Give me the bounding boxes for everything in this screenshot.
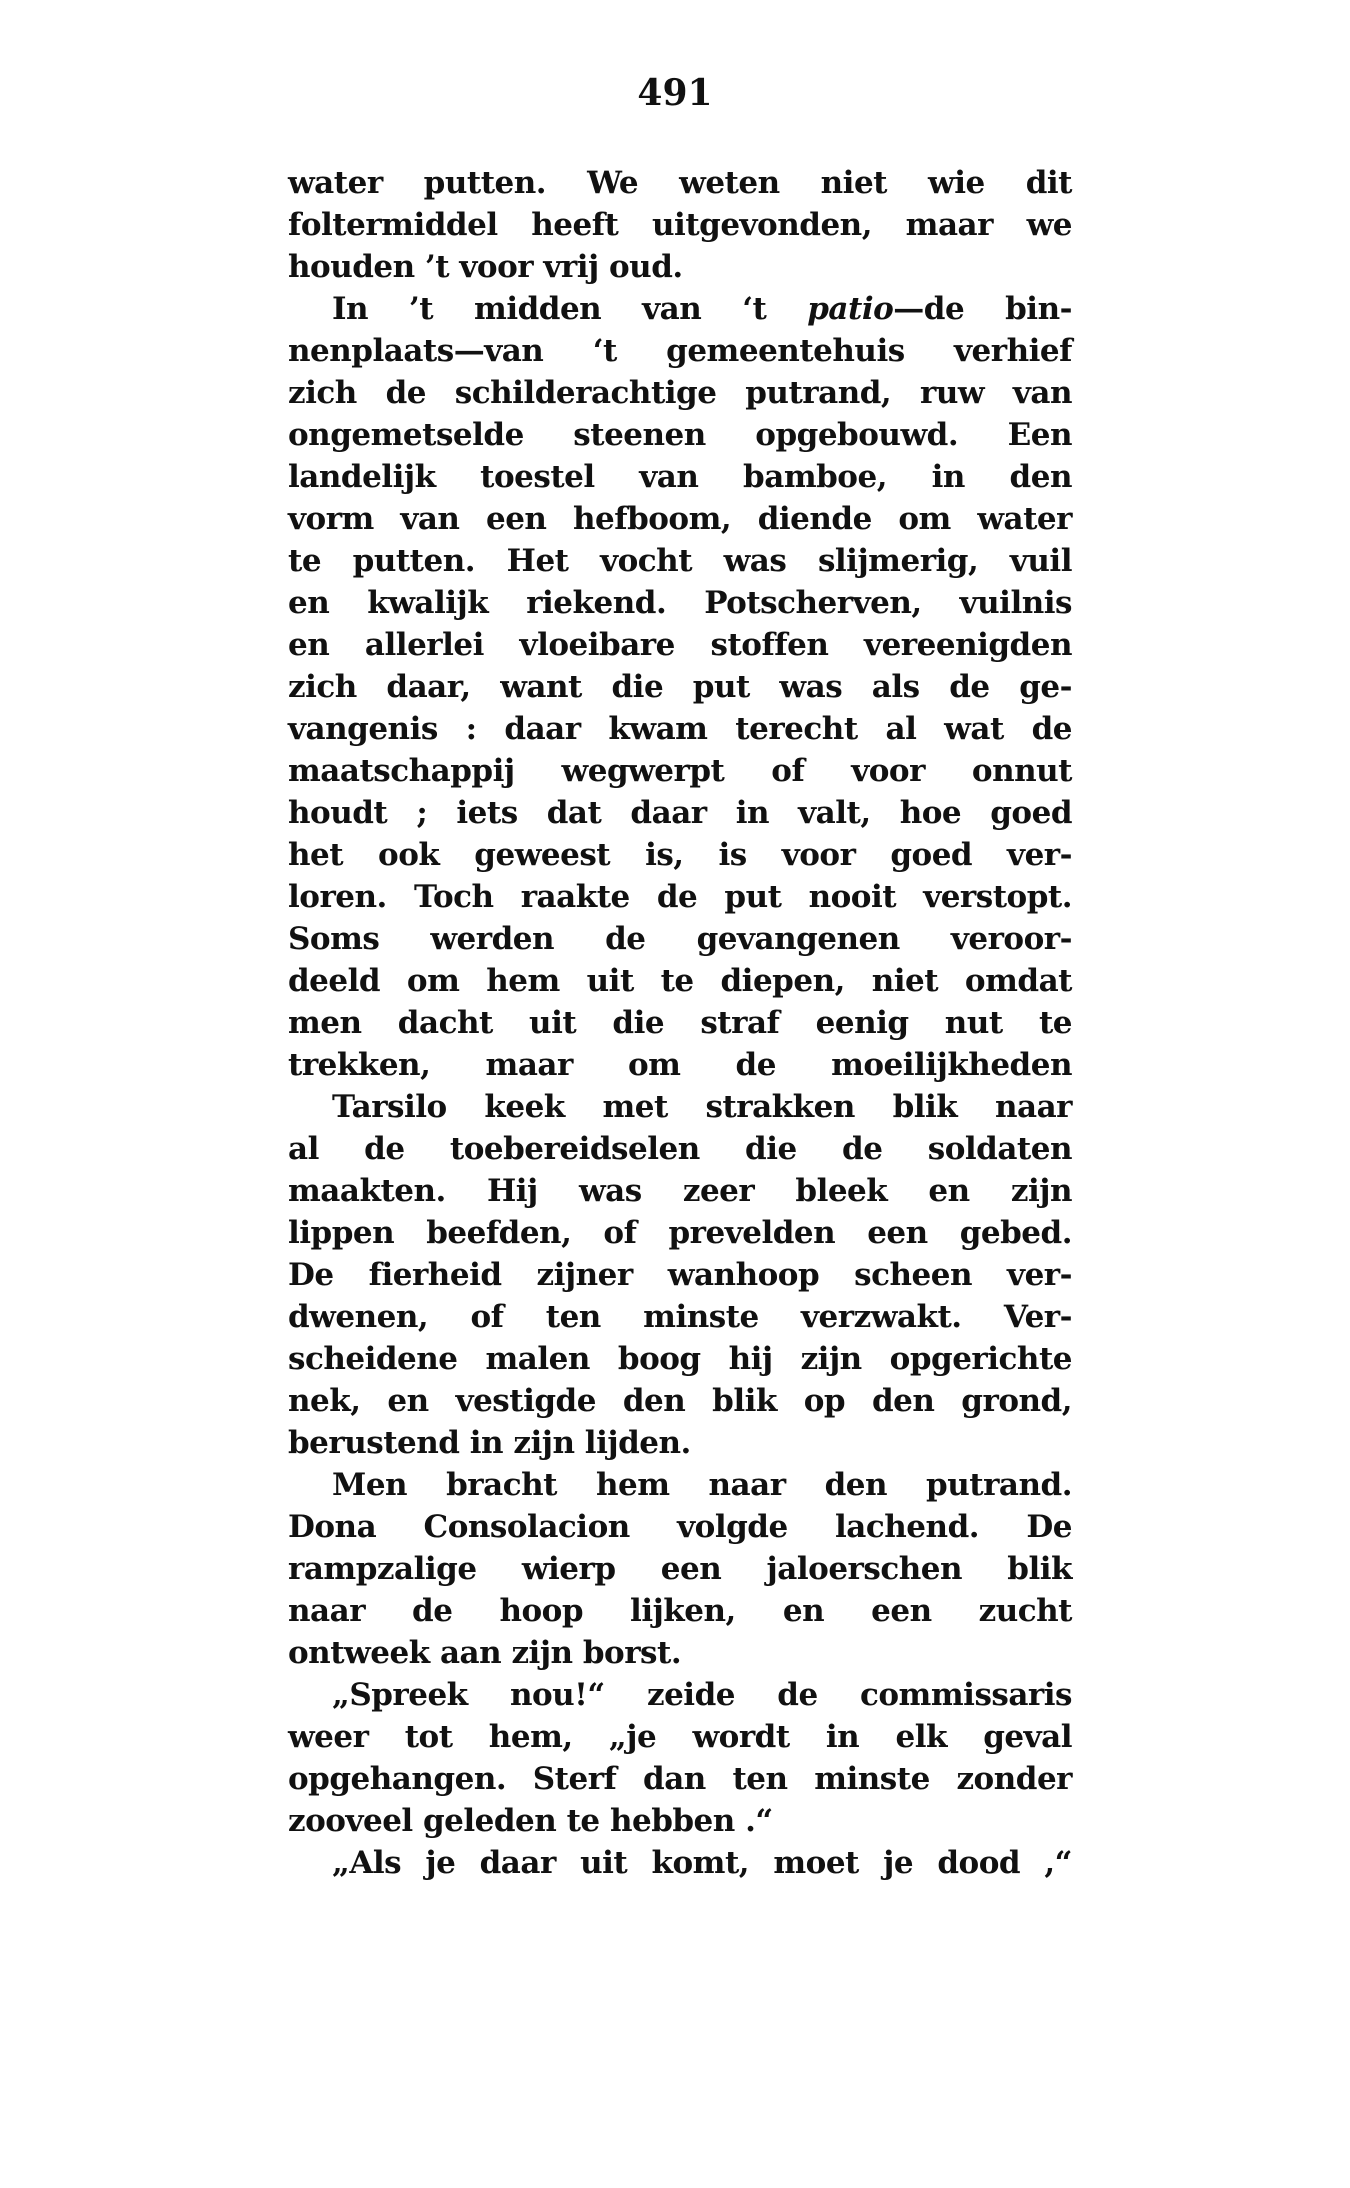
text-line: ontweek aan zijn borst. (288, 1635, 682, 1671)
text-line: berustend in zijn lijden. (288, 1425, 691, 1461)
text-line: en kwalijk riekend. Potscherven, vuilnis (288, 585, 1072, 621)
text-line: ongemetselde steenen opgebouwd. Een (288, 417, 1072, 453)
text-line: vangenis : daar kwam terecht al wat de (288, 711, 1072, 747)
text-line: vorm van een hefboom, diende om water (288, 501, 1072, 537)
text-line: rampzalige wierp een jaloerschen blik (288, 1551, 1072, 1587)
text-line: „Als je daar uit komt, moet je dood ,“ (332, 1845, 1072, 1881)
page-body-text (288, 162, 1072, 1884)
text-line: men dacht uit die straf eenig nut te (288, 1005, 1072, 1041)
text-line: opgehangen. Sterf dan ten minste zonder (288, 1761, 1072, 1797)
text-line: naar de hoop lijken, en een zucht (288, 1593, 1072, 1629)
text-line: landelijk toestel van bamboe, in den (288, 459, 1072, 495)
text-line: te putten. Het vocht was slijmerig, vuil (288, 543, 1072, 579)
text-line: Men bracht hem naar den putrand. (332, 1467, 1072, 1503)
text-line: loren. Toch raakte de put nooit verstopt. (288, 879, 1072, 915)
text-line: maakten. Hij was zeer bleek en zijn (288, 1173, 1072, 1209)
text-line: dwenen, of ten minste verzwakt. Ver- (288, 1299, 1072, 1335)
text-line: en allerlei vloeibare stoffen vereenigden (288, 627, 1072, 663)
text-line: zich daar, want die put was als de ge- (288, 669, 1072, 705)
text-line: Tarsilo keek met strakken blik naar (332, 1089, 1072, 1125)
text-line: houden ’t voor vrij oud. (288, 249, 683, 285)
text-line: De fierheid zijner wanhoop scheen ver- (288, 1257, 1072, 1293)
text-line: trekken, maar om de moeilijkheden (288, 1047, 1072, 1083)
text-line: nenplaats—van ‘t gemeentehuis verhief (288, 333, 1072, 369)
text-line: al de toebereidselen die de soldaten (288, 1131, 1072, 1167)
text-line: maatschappij wegwerpt of voor onnut (288, 753, 1072, 789)
text-line: water putten. We weten niet wie dit (288, 165, 1072, 201)
text-line: scheidene malen boog hij zijn opgerichte (288, 1341, 1072, 1377)
text-line: nek, en vestigde den blik op den grond, (288, 1383, 1072, 1419)
text-line: „Spreek nou!“ zeide de commissaris (332, 1677, 1072, 1713)
text-line: zich de schilderachtige putrand, ruw van (288, 375, 1072, 411)
text-line: Soms werden de gevangenen veroor- (288, 921, 1072, 957)
text-line: het ook geweest is, is voor goed ver- (288, 837, 1072, 873)
text-line: Dona Consolacion volgde lachend. De (288, 1509, 1072, 1545)
text-line: deeld om hem uit te diepen, niet omdat (288, 963, 1072, 999)
italic-word: patio (807, 291, 894, 327)
text-line: lippen beefden, of prevelden een gebed. (288, 1215, 1072, 1251)
text-line: houdt ; iets dat daar in valt, hoe goed (288, 795, 1072, 831)
text-line: In ’t midden van ‘t patio—de bin- (332, 291, 1072, 327)
text-line: weer tot hem, „je wordt in elk geval (288, 1719, 1072, 1755)
text-line: foltermiddel heeft uitgevonden, maar we (288, 207, 1072, 243)
page-number: 491 (637, 72, 713, 114)
text-line: zooveel geleden te hebben .“ (288, 1803, 773, 1839)
